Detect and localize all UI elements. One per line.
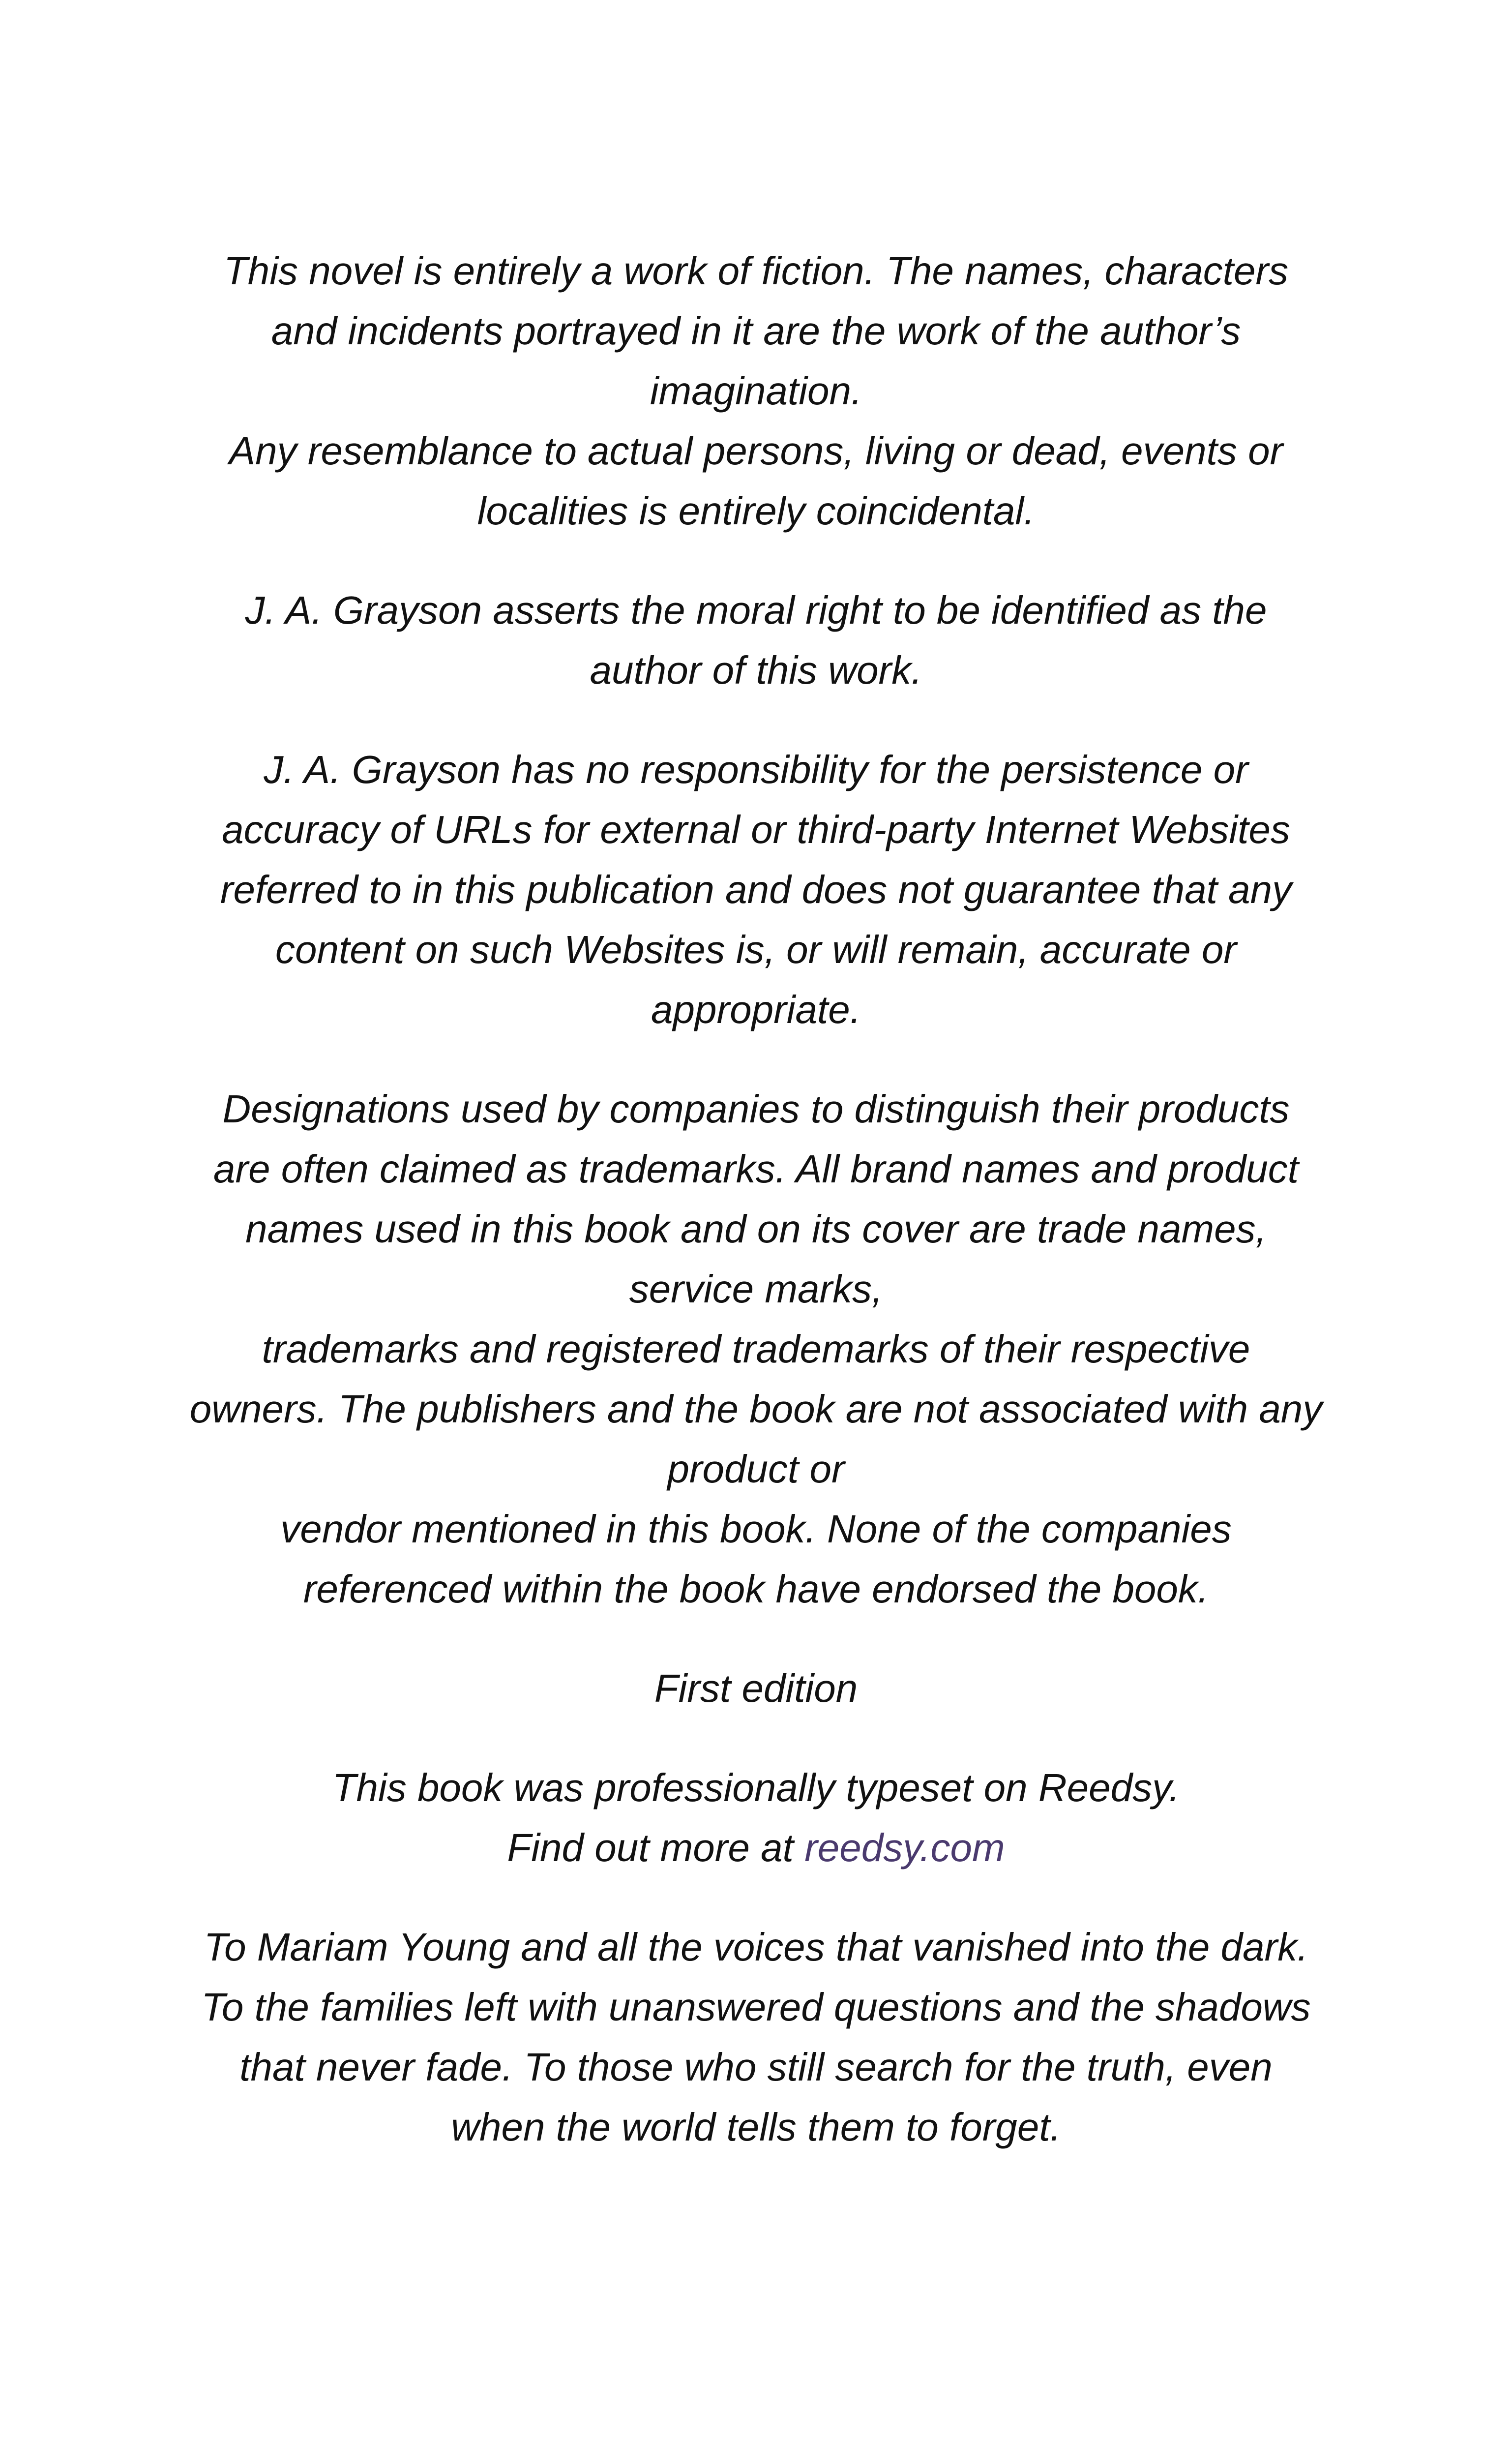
dedication-line: To the families left with unanswered questions and the shadows	[201, 1985, 1311, 2029]
url-disclaimer-line: accuracy of URLs for external or third-party Internet Websites	[222, 808, 1290, 851]
dedication	[148, 1917, 1364, 2157]
copyright-content	[148, 241, 1364, 2197]
typeset-link-prefix: Find out more at	[507, 1826, 805, 1870]
dedication-line: when the world tells them to forget.	[451, 2105, 1061, 2149]
typeset-credit	[148, 1758, 1364, 1878]
dedication-line: To Mariam Young and all the voices that vanished into the dark.	[204, 1925, 1308, 1969]
moral-rights-statement	[148, 580, 1364, 700]
fiction-notice-line: and incidents portrayed in it are the work of the author’s	[271, 309, 1241, 353]
url-disclaimer-line: content on such Websites is, or will remain, accurate or	[275, 928, 1237, 971]
url-disclaimer-line: J. A. Grayson has no responsibility for the persistence or	[264, 748, 1248, 791]
fiction-notice-line: localities is entirely coincidental.	[477, 489, 1035, 533]
url-disclaimer-line: appropriate.	[651, 988, 861, 1031]
trademark-notice-line: service marks,	[629, 1267, 883, 1311]
trademark-notice-line: owners. The publishers and the book are not associated with any	[189, 1387, 1323, 1431]
moral-rights-line: J. A. Grayson asserts the moral right to be identified as the	[245, 588, 1267, 632]
typeset-line: This book was professionally typeset on Reedsy.	[332, 1766, 1180, 1810]
trademark-notice-line: are often claimed as trademarks. All brand names and product	[213, 1147, 1299, 1191]
trademark-notice-line: names used in this book and on its cover are trade names,	[245, 1207, 1267, 1251]
trademark-notice	[148, 1079, 1364, 1619]
typeset-link-line	[148, 1818, 1364, 1878]
url-disclaimer	[148, 740, 1364, 1040]
moral-rights-line: author of this work.	[590, 648, 922, 692]
fiction-notice-line: This novel is entirely a work of fiction. The names, characters	[223, 249, 1289, 293]
trademark-notice-line: vendor mentioned in this book. None of the companies	[280, 1507, 1232, 1551]
edition-text: First edition	[654, 1666, 858, 1710]
trademark-notice-line: trademarks and registered trademarks of their respective	[262, 1327, 1250, 1371]
fiction-notice-line: imagination.	[650, 369, 862, 413]
trademark-notice-line: product or	[667, 1447, 845, 1491]
dedication-line: that never fade. To those who still search for the truth, even	[239, 2045, 1273, 2089]
trademark-notice-line: Designations used by companies to distinguish their products	[222, 1087, 1290, 1131]
fiction-notice-line: Any resemblance to actual persons, living or dead, events or	[229, 429, 1283, 473]
url-disclaimer-line: referred to in this publication and does not guarantee that any	[220, 868, 1292, 911]
edition-statement	[148, 1659, 1364, 1719]
reedsy-link[interactable]: reedsy.com	[804, 1826, 1005, 1870]
trademark-notice-line: referenced within the book have endorsed the book.	[303, 1567, 1209, 1611]
fiction-notice	[148, 241, 1364, 541]
